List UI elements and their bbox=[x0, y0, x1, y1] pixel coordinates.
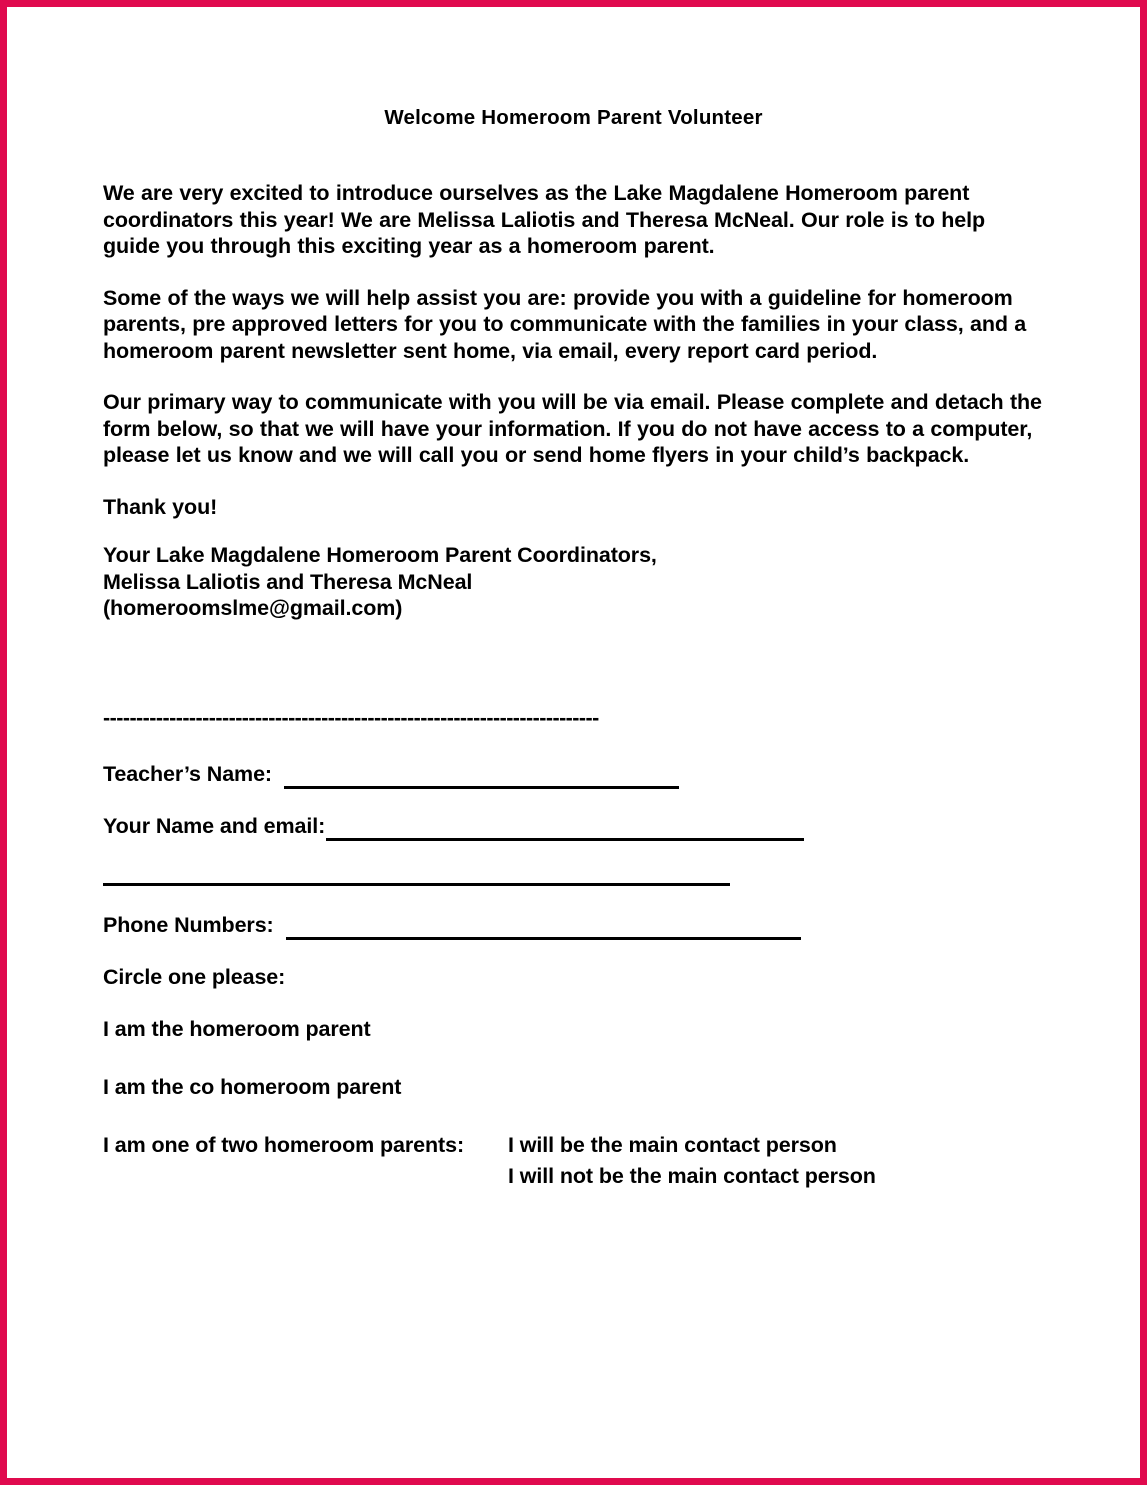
teacher-name-label: Teacher’s Name: bbox=[103, 762, 272, 786]
signature-line-1: Your Lake Magdalene Homeroom Parent Coordinators, bbox=[103, 543, 657, 567]
document-sheet bbox=[7, 7, 1140, 1478]
option-not-main-contact[interactable]: I will not be the main contact person bbox=[508, 1164, 876, 1188]
option-main-contact[interactable]: I will be the main contact person bbox=[508, 1133, 837, 1157]
option-two-parents-choices bbox=[508, 1130, 876, 1192]
tear-off-form bbox=[103, 707, 1063, 1192]
your-name-email-input[interactable] bbox=[326, 818, 804, 841]
option-co-homeroom-parent[interactable]: I am the co homeroom parent bbox=[103, 1075, 402, 1099]
spacer bbox=[103, 863, 1063, 881]
signature-line-2: Melissa Laliotis and Theresa McNeal bbox=[103, 569, 473, 594]
teacher-name-input[interactable] bbox=[284, 766, 679, 789]
thank-you-line: Thank you! bbox=[103, 494, 218, 519]
signature-block bbox=[103, 542, 1048, 622]
option-homeroom-parent[interactable]: I am the homeroom parent bbox=[103, 1017, 371, 1041]
letter-paragraph-2: Some of the ways we will help assist you are: provide you with a guideline for homeroom parents, pre approved letters for you to communicate with the families in your class, and a homeroom parent newsletter sent home, via email, every report card period. bbox=[103, 285, 1027, 363]
dashed-divider: --------------------------------------------------------------------------- bbox=[103, 707, 599, 730]
letter-paragraph-3: Our primary way to communicate with you will be via email. Please complete and detach the form below, so that we will have your information. If you do not have access to a computer, please let us know and we will call you or send home flyers in your child’s backpack. bbox=[103, 390, 1042, 467]
teacher-name-row bbox=[103, 759, 1063, 789]
option-two-parents-row bbox=[103, 1130, 1063, 1192]
letter-body bbox=[103, 180, 1048, 622]
option-two-parents-prompt[interactable]: I am one of two homeroom parents: bbox=[103, 1133, 465, 1157]
circle-one-instruction: Circle one please: bbox=[103, 965, 286, 989]
phone-numbers-row bbox=[103, 910, 1063, 940]
your-name-email-continuation-input[interactable] bbox=[103, 881, 730, 886]
page-title: Welcome Homeroom Parent Volunteer bbox=[384, 106, 763, 129]
letter-paragraph-1: We are very excited to introduce ourselves as the Lake Magdalene Homeroom parent coordinators this year! We are Melissa Laliotis and Theresa McNeal. Our role is to help guide you through this exciting year as a homeroom parent. bbox=[103, 181, 986, 258]
phone-numbers-input[interactable] bbox=[286, 917, 801, 940]
your-name-email-label: Your Name and email: bbox=[103, 814, 326, 838]
options-list bbox=[103, 1014, 1063, 1192]
your-name-email-row bbox=[103, 811, 1063, 841]
phone-numbers-label: Phone Numbers: bbox=[103, 913, 274, 937]
signature-email: (homeroomslme@gmail.com) bbox=[103, 596, 403, 620]
